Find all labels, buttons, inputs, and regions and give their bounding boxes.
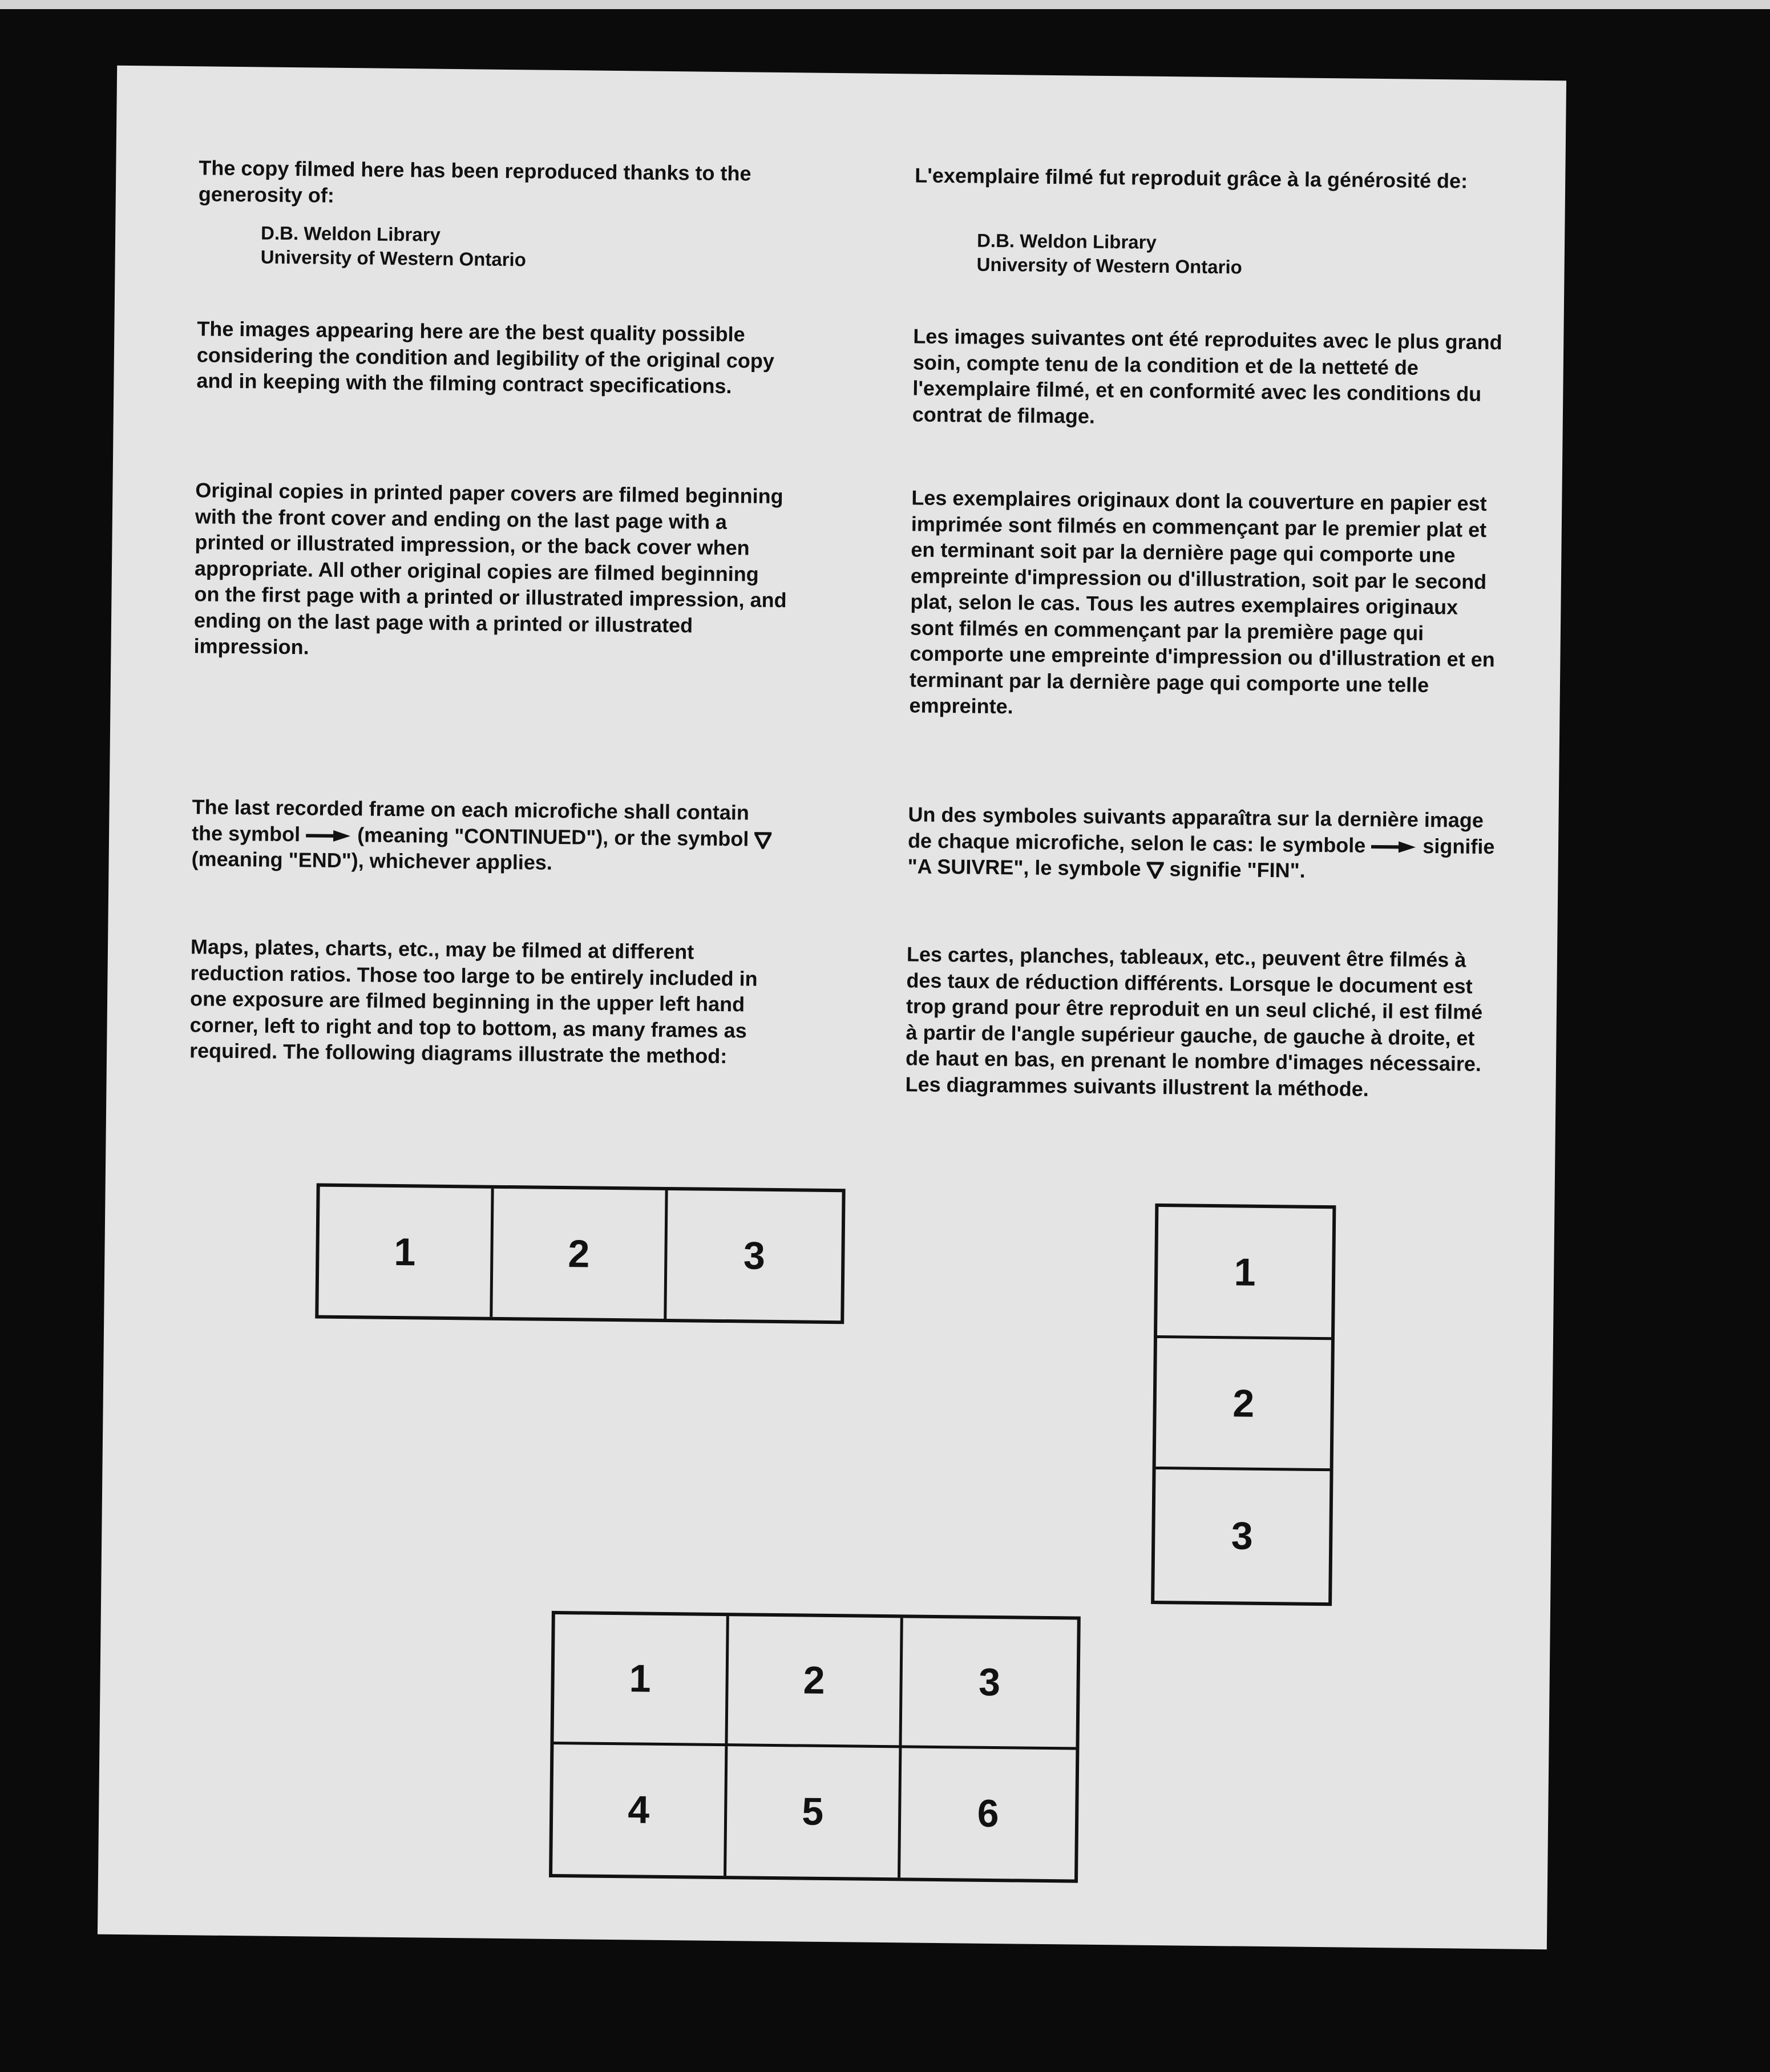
- en-library-university: University of Western Ontario: [260, 246, 527, 270]
- frame-cell: 3: [743, 1233, 766, 1278]
- fr-symbols-text-c: signifie "FIN".: [1169, 857, 1306, 882]
- diagram-grid: [549, 1611, 1081, 1883]
- frame-cell: 3: [902, 1618, 1077, 1750]
- en-thanks: The copy filmed here has been reproduced thanks to the generosity of:: [198, 156, 751, 207]
- fr-library-university: University of Western Ontario: [976, 253, 1242, 278]
- diagram-horizontal: [315, 1184, 845, 1324]
- en-symbols-text-c: (meaning "END"), whichever applies.: [191, 847, 553, 874]
- fr-maps: Les cartes, planches, tableaux, etc., peuvent être filmés à des taux de réduction différents. Lorsque le document est trop grand pour être reproduit en un seul cliché, il est filmé à partir de l'angle supérieur gauche, de gauche à droite, et de haut en bas, en prenant le nombre d'images nécessaire. Les diagrammes suivants illustrent la méthode.: [905, 942, 1483, 1101]
- frame-cell: 2: [1156, 1338, 1331, 1471]
- frame-cell: 6: [977, 1791, 1000, 1836]
- frame-cell: 3: [1231, 1514, 1254, 1558]
- diagram-vertical: [1151, 1203, 1336, 1606]
- en-symbols: [191, 794, 785, 878]
- en-quality: The images appearing here are the best quality possible considering the condition and legibility of the original copy and in keeping with the filming contract specifications.: [196, 317, 775, 398]
- frame-cell: 1: [1157, 1207, 1332, 1340]
- fr-originals: Les exemplaires originaux dont la couverture en papier est imprimée sont filmés en commençant par le premier plat et en terminant soit par la dernière page qui comporte une empreinte d'impression ou d'illustration, soit par le second plat, selon le cas. Tous les autres exemplaires originaux sont filmés en commençant par la première page qui comporte une empreinte d'impression ou d'illustration et en terminant par la dernière page qui comporte une telle empreinte.: [909, 486, 1495, 718]
- en-originals: Original copies in printed paper covers are filmed beginning with the front cover and ending on the last page with a printed or illustrated impression, or the back cover when appropriate. All other original copies are filmed beginning on the first page with a printed or illustrated impression, and ending on the last page with a printed or illustrated impression.: [193, 478, 787, 659]
- fr-quality: Les images suivantes ont été reproduites avec le plus grand soin, compte tenu de la condition et de la netteté de l'exemplaire filmé, et en conformité avec les conditions du contrat de filmage.: [912, 324, 1502, 428]
- fr-thanks: L'exemplaire filmé fut reproduit grâce à la générosité de:: [915, 163, 1468, 193]
- french-column: [905, 74, 1509, 1101]
- en-maps: Maps, plates, charts, etc., may be filmed at different reduction ratios. Those too large to be entirely included in one exposure are filmed beginning in the upper left hand corner, left to right and top to bottom, as many frames as required. The following diagrams illustrate the method:: [189, 935, 758, 1068]
- fr-symbols: [907, 801, 1501, 885]
- end-triangle-icon: [1146, 862, 1163, 879]
- fr-library-name: D.B. Weldon Library: [976, 229, 1157, 253]
- top-film-edge: [0, 0, 1770, 9]
- end-triangle-icon: [754, 832, 771, 849]
- continued-arrow-icon: [306, 829, 351, 843]
- fr-symbols-text-b: signifie "A SUIVRE", le symbole: [907, 834, 1495, 881]
- frame-cell: 5: [726, 1746, 902, 1878]
- fr-symbols-text-a: Un des symboles suivants apparaîtra sur la dernière image de chaque microfiche, selon le cas: le symbole: [907, 802, 1484, 857]
- en-symbols-text-a: The last recorded frame on each microfiche shall contain the symbol: [191, 795, 750, 846]
- en-symbols-text-b: (meaning "CONTINUED"), or the symbol: [357, 822, 749, 850]
- frame-cell: 1: [553, 1614, 729, 1746]
- english-column: [189, 66, 793, 1068]
- film-notice-page: [98, 66, 1566, 1949]
- frame-cell: 1: [318, 1187, 494, 1317]
- frame-cell: 2: [728, 1616, 903, 1748]
- continued-arrow-icon: [1371, 840, 1417, 854]
- en-library-name: D.B. Weldon Library: [260, 222, 441, 245]
- frame-cell: 2: [492, 1189, 668, 1319]
- frame-cell: 4: [552, 1744, 728, 1876]
